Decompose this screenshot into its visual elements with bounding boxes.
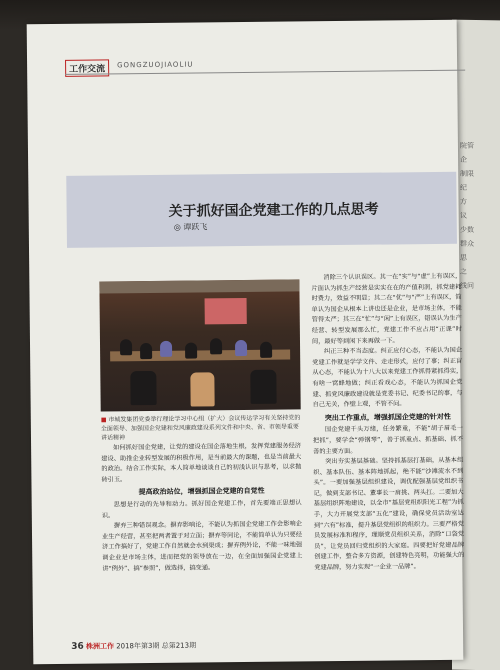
photo-person bbox=[160, 341, 172, 357]
next-page-fragment: 思 bbox=[460, 253, 467, 262]
next-page-fragment: 制限 bbox=[460, 169, 474, 178]
photo-person bbox=[185, 343, 197, 359]
page-number: 36 bbox=[71, 641, 84, 652]
section-label: 工作交流 bbox=[65, 59, 109, 76]
intro-paragraph: 如何抓好国企党建，让党的建设在国企落地生根，发挥党建服务经济建设、助推企业转型发展的积极作用，是当前最大的课题，也是当前最大的政治。结合工作实际，本人简单地谈谈自己的初浅认识与思考，以求抛砖引玉。 bbox=[101, 442, 302, 484]
author-name: 谭跃飞 bbox=[183, 222, 208, 232]
next-page-fragment: 议 bbox=[460, 211, 467, 220]
photo-person bbox=[210, 338, 222, 354]
next-page-fragment: 之 bbox=[460, 267, 467, 276]
photo-person bbox=[235, 340, 247, 356]
body-paragraph: 消除三个认识误区。其一在“实”与“虚”上有误区，片面认为抓生产经营是实实在在的产值利润，抓党建耗时费力，效益不明显；其二在“优”与“严”上有误区，简单认为国企从根本上讲也还是企业，是市场主体，不能管得太严；其三在“忙”与“闲”上有误区，错误认为生产经营、转型发展那么忙，党建工作不应占用“正课”时间，最好等到闲下来再做一下。 bbox=[311, 272, 462, 345]
next-page-fragment: 企 bbox=[460, 155, 467, 164]
article-title: 关于抓好国企党建工作的几点思考 bbox=[168, 201, 379, 220]
photo-caption: ■ 市城发集团党委举行理论学习中心组（扩大）会议传达学习有关坚持党的全面领导、加强国企党建和党风廉政建设系列文件和中央、省、市领导重要讲话精神 bbox=[100, 414, 301, 442]
photo-person bbox=[190, 372, 214, 406]
next-page-fragment: 群众 bbox=[460, 239, 474, 248]
photo-screen bbox=[205, 298, 247, 324]
photo-person bbox=[130, 371, 156, 405]
section-heading: 提高政治站位，增强抓国企党建的自觉性 bbox=[138, 487, 265, 497]
total-issue-label: 总第213期 bbox=[161, 641, 197, 650]
section-heading: 突出工作重点，增强抓国企党建的针对性 bbox=[324, 412, 451, 422]
section-pinyin: GONGZUOJIAOLIU bbox=[117, 60, 194, 70]
body-paragraph: 纠正三种不当态度。纠正应付心态，不能认为国企党建工作就是学学文件、走走形式，应付了事；纠正盲从心态，不能认为十八大以来党建工作抓得紧抓得实，有啥一窝蜂地做；纠正看戏心态，不能认为抓国企党建、抓党风廉政建设就是党委书记、纪委书记的事，与自己无关，作壁上观，不管不问。 bbox=[312, 346, 463, 409]
meeting-photo bbox=[99, 279, 300, 411]
photo-person bbox=[140, 343, 152, 359]
header-divider bbox=[65, 70, 465, 75]
photo-caption-text: 市城发集团党委举行理论学习中心组（扩大）会议传达学习有关坚持党的全面领导、加强国企党建和党风廉政建设系列文件和中央、省、市领导重要讲话精神 bbox=[100, 414, 301, 442]
next-page-fragment: 院管 bbox=[460, 141, 474, 150]
body-paragraph: 思想是行动的先导和动力。抓好国企党建工作，首先要端正思想认识。 bbox=[101, 499, 302, 520]
photo-person bbox=[120, 339, 132, 355]
body-paragraph: 摒弃三种错误观念。摒弃影响论，不能认为抓国企党建工作会影响企业生产经营，甚至把两者置于对立面；摒弃等同论，不能简单认为只要经济工作搞好了，党建工作自然就会水到渠成；摒弃例外论，不能一味地强调企业是市场主体，进而把党的领导放在一边，在全面加强国企党建上讲“例外”、搞“参照”，做选择，搞变通。 bbox=[101, 520, 303, 573]
magazine-page bbox=[27, 20, 464, 664]
right-column bbox=[311, 272, 464, 574]
next-page-fragment: 线问 bbox=[460, 281, 474, 290]
issue-label: 2018年第3期 bbox=[116, 641, 160, 651]
magazine-name: 株洲工作 bbox=[85, 642, 114, 651]
photo-ceiling bbox=[99, 279, 299, 293]
body-paragraph: 突出夯实基层基础。坚持抓基层打基础，从基本组织、基本队伍、基本阵地抓起，绝不能“沙滩流水不到头”。一要加强基层组织建设，调优配强基层党组织书记，做到支部书记、董事长一肩挑、两头扛。二要加大基层组织阵地建设，以全市“基层党组织阳光工程”为抓手，大力开展党支部“五化”建设，确保党员活动室达到“六有”标准，提升基层党组织的组织力。三要严格党员发展标准和程序，理顺党员组织关系，消除“口袋党员”，让党员回归党组织的大家庭。四要把好党建品牌创建工作，整合多方资源，创建特色亮明，功能强大的党建品牌，努力实现“一企业一品牌”。 bbox=[313, 456, 465, 572]
next-page-fragment: 纪 bbox=[460, 183, 467, 192]
left-column bbox=[101, 441, 302, 574]
photo-person bbox=[260, 342, 272, 358]
next-page-fragment: 方 bbox=[460, 197, 467, 206]
body-paragraph: 国企党建千头万绪，任务繁重，不能“胡子眉毛一把抓”，要学会“弹钢琴”，善于抓重点、抓基础、抓不善的主要方面。 bbox=[313, 425, 464, 455]
article-author: ◎ 谭跃飞 bbox=[173, 222, 208, 232]
next-page-fragment: 少数 bbox=[460, 225, 474, 234]
page-footer bbox=[71, 641, 196, 652]
photo-person bbox=[250, 370, 276, 404]
